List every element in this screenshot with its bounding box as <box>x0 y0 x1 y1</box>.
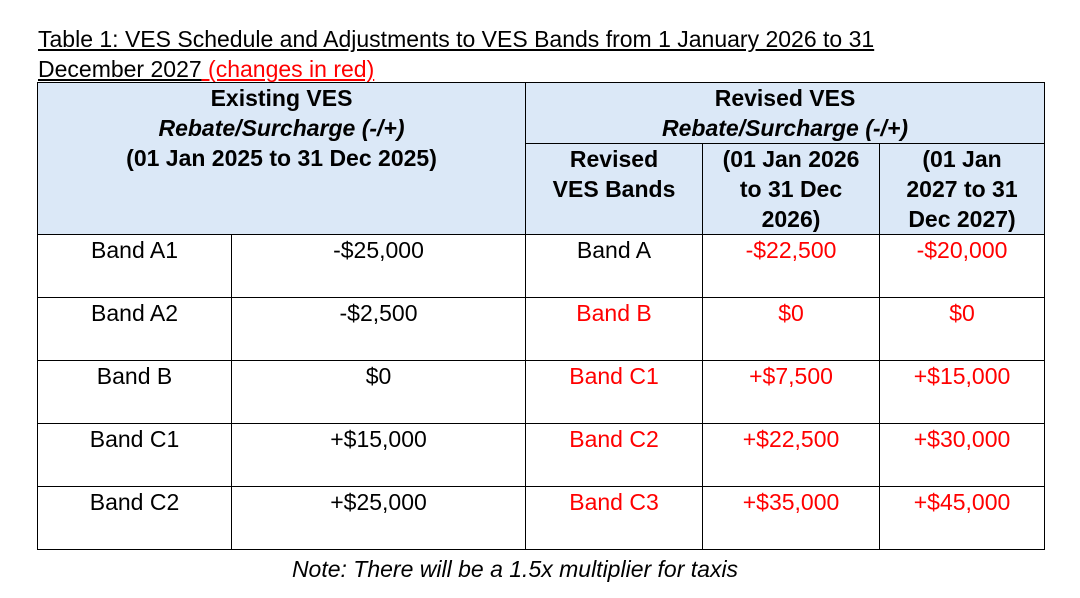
table-row <box>38 487 1045 550</box>
revised-band: Band C2 <box>526 424 703 487</box>
amount-2027: $0 <box>880 298 1045 361</box>
header-revised-bands-line-1: Revised <box>569 146 659 172</box>
existing-amount: $0 <box>232 361 526 424</box>
amount-2026: +$7,500 <box>703 361 880 424</box>
ves-table <box>37 82 1045 550</box>
amount-2026: +$35,000 <box>703 487 880 550</box>
table-row <box>38 424 1045 487</box>
header-period-2026-line-3: 2026) <box>761 206 821 232</box>
caption-changes-note: (changes in red) <box>201 56 375 82</box>
header-revised-bands-line-2: VES Bands <box>552 176 676 202</box>
table-caption <box>38 24 1048 84</box>
existing-band: Band C1 <box>38 424 232 487</box>
table-row <box>38 361 1045 424</box>
header-revised-title: Revised VES <box>714 85 856 111</box>
existing-amount: +$25,000 <box>232 487 526 550</box>
table-row <box>38 235 1045 298</box>
header-period-2027 <box>880 144 1045 235</box>
header-period-2027-line-2: 2027 to 31 <box>906 176 1018 202</box>
existing-amount: -$25,000 <box>232 235 526 298</box>
amount-2027: +$30,000 <box>880 424 1045 487</box>
caption-line-1: Table 1: VES Schedule and Adjustments to VES Bands from 1 January 2026 to 31 <box>38 26 875 52</box>
header-revised-subtitle: Rebate/Surcharge (-/+) <box>662 115 909 141</box>
existing-amount: -$2,500 <box>232 298 526 361</box>
amount-2026: $0 <box>703 298 880 361</box>
header-period-2027-line-3: Dec 2027) <box>908 206 1016 232</box>
table-row <box>38 298 1045 361</box>
existing-band: Band A2 <box>38 298 232 361</box>
header-existing-subtitle: Rebate/Surcharge (-/+) <box>158 115 405 141</box>
header-period-2027-line-1: (01 Jan <box>922 146 1002 172</box>
header-revised-bands <box>526 144 703 235</box>
header-period-2026 <box>703 144 880 235</box>
amount-2026: +$22,500 <box>703 424 880 487</box>
amount-2027: +$15,000 <box>880 361 1045 424</box>
amount-2027: +$45,000 <box>880 487 1045 550</box>
amount-2026: -$22,500 <box>703 235 880 298</box>
amount-2027: -$20,000 <box>880 235 1045 298</box>
header-existing-ves <box>38 83 526 235</box>
caption-line-2: December 2027 <box>38 56 202 82</box>
revised-band: Band B <box>526 298 703 361</box>
existing-band: Band C2 <box>38 487 232 550</box>
header-period-2026-line-1: (01 Jan 2026 <box>722 146 860 172</box>
existing-band: Band A1 <box>38 235 232 298</box>
revised-band: Band A <box>526 235 703 298</box>
revised-band: Band C3 <box>526 487 703 550</box>
existing-amount: +$15,000 <box>232 424 526 487</box>
header-revised-ves <box>526 83 1045 144</box>
header-period-2026-line-2: to 31 Dec <box>739 176 843 202</box>
header-existing-title: Existing VES <box>210 85 353 111</box>
header-existing-period: (01 Jan 2025 to 31 Dec 2025) <box>126 145 437 171</box>
footnote: Note: There will be a 1.5x multiplier for taxis <box>291 556 739 582</box>
existing-band: Band B <box>38 361 232 424</box>
revised-band: Band C1 <box>526 361 703 424</box>
